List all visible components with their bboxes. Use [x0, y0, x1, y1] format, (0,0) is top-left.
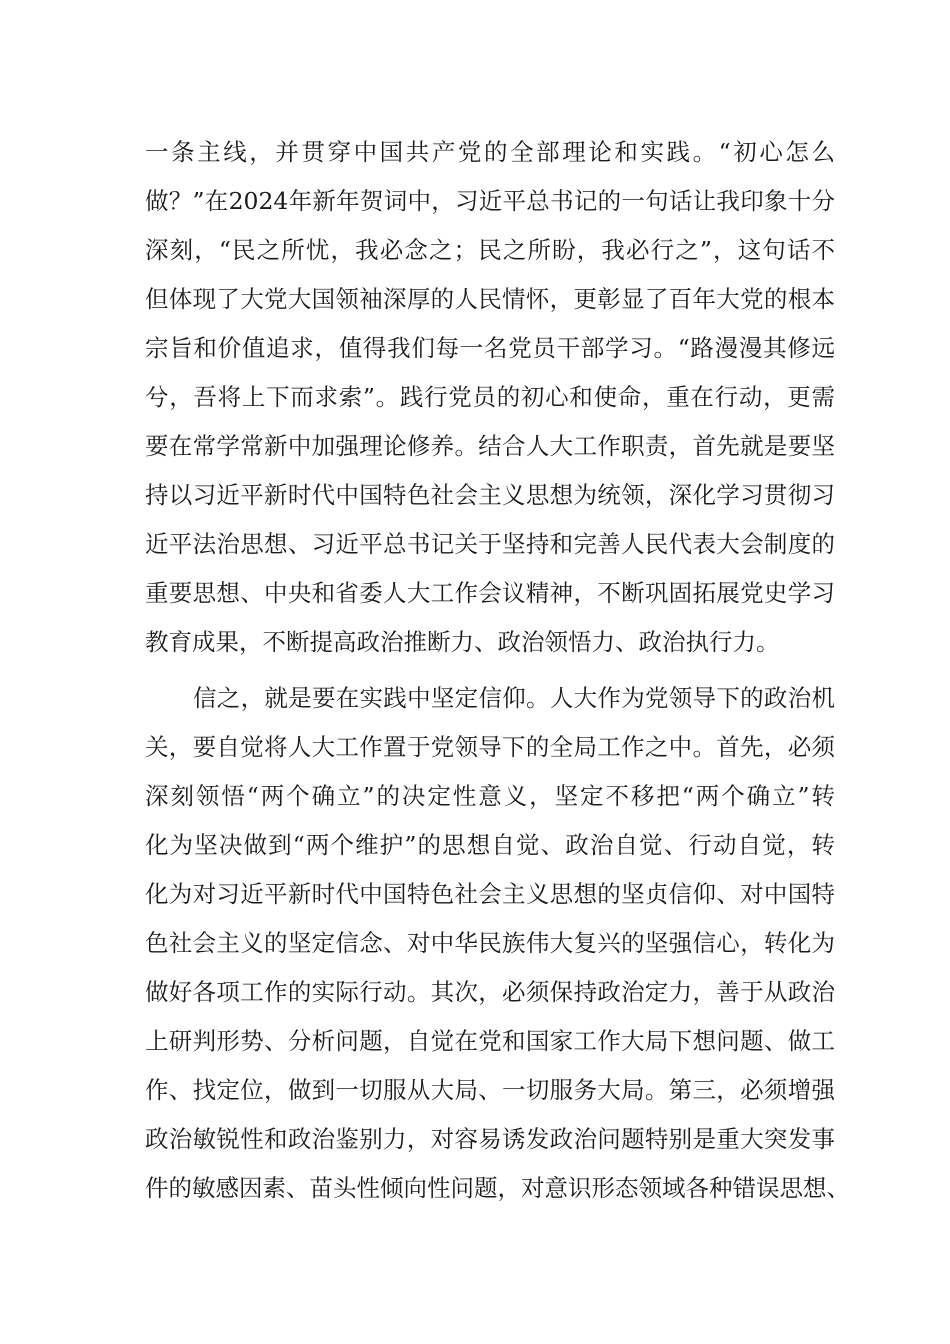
text-line: 教育成果，不断提高政治推断力、政治领悟力、政治执行力。	[145, 628, 780, 656]
text-line: 深刻，“民之所忧，我必念之；民之所盼，我必行之”，这句话不	[145, 236, 835, 264]
text-line: 政治敏锐性和政治鉴别力，对容易诱发政治问题特别是重大突发事	[145, 1125, 835, 1153]
text-line: 一条主线，并贯穿中国共产党的全部理论和实践。“初心怎么	[145, 138, 835, 166]
text-line: 持以习近平新时代中国特色社会主义思想为统领，深化学习贯彻习	[145, 481, 835, 509]
text-line: 化为对习近平新时代中国特色社会主义思想的坚贞信仰、对中国特	[145, 880, 835, 908]
text-line: 作、找定位，做到一切服从大局、一切服务大局。第三，必须增强	[145, 1076, 835, 1104]
text-line: 件的敏感因素、苗头性倾向性问题，对意识形态领域各种错误思想、	[145, 1174, 850, 1202]
text-line: 兮，吾将上下而求索”。践行党员的初心和使命，重在行动，更需	[145, 383, 835, 411]
text-line: 深刻领悟“两个确立”的决定性意义，坚定不移把“两个确立”转	[145, 782, 835, 810]
text-line: 上研判形势、分析问题，自觉在党和国家工作大局下想问题、做工	[145, 1027, 835, 1055]
text-line: 要在常学常新中加强理论修养。结合人大工作职责，首先就是要坚	[145, 432, 835, 460]
text-line: 重要思想、中央和省委人大工作会议精神，不断巩固拓展党史学习	[145, 579, 835, 607]
text-line: 关，要自觉将人大工作置于党领导下的全局工作之中。首先，必须	[145, 733, 835, 761]
text-line: 近平法治思想、习近平总书记关于坚持和完善人民代表大会制度的	[145, 530, 835, 558]
text-line: 做？”在2024年新年贺词中，习近平总书记的一句话让我印象十分	[145, 187, 835, 215]
text-line: 做好各项工作的实际行动。其次，必须保持政治定力，善于从政治	[145, 978, 835, 1006]
text-line: 但体现了大党大国领袖深厚的人民情怀，更彰显了百年大党的根本	[145, 285, 835, 313]
text-line: 化为坚决做到“两个维护”的思想自觉、政治自觉、行动自觉，转	[145, 831, 835, 859]
text-line: 宗旨和价值追求，值得我们每一名党员干部学习。“路漫漫其修远	[145, 334, 835, 362]
text-line: 信之，就是要在实践中坚定信仰。人大作为党领导下的政治机	[193, 684, 835, 712]
text-line: 色社会主义的坚定信念、对中华民族伟大复兴的坚强信心，转化为	[145, 929, 835, 957]
